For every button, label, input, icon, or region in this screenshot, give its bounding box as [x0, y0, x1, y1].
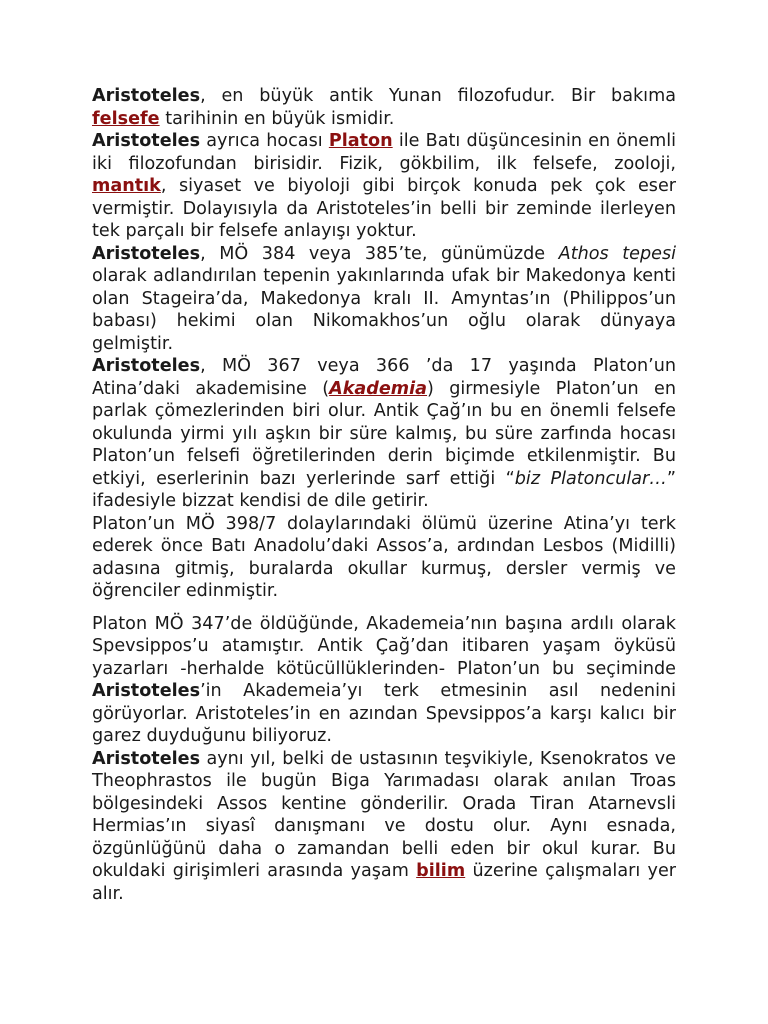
paragraph-2	[92, 130, 676, 243]
paragraph-6	[92, 613, 676, 748]
link-platon[interactable]: Platon	[328, 131, 393, 151]
term-athos-tepesi: Athos tepesi	[558, 243, 676, 264]
paragraph-5	[92, 513, 676, 603]
term-aristoteles: Aristoteles	[92, 243, 201, 264]
paragraph-1	[92, 85, 676, 130]
paragraph-text: ayrıca hocası	[200, 131, 329, 151]
paragraph-text: , MÖ 384 veya 385’te, günümüzde	[200, 243, 559, 264]
paragraph-text: ile Batı düşüncesinin en önemli iki filozofundan birisidir. Fizik, gökbilim, ilk felsefe, zooloji,	[92, 131, 676, 174]
paragraph-text: Platon MÖ 347’de öldüğünde, Akademeia’nın başına ardılı olarak Spevsippos’u atamıştır. Antik Çağ’dan itibaren yaşam öyküsü yazarları -herhalde kötücüllüklerinden- Platon’un bu seçiminde	[92, 613, 676, 679]
paragraph-3	[92, 243, 676, 356]
paragraph-text: ) girmesiyle Platon’un en parlak çömezlerinden biri olur. Antik Çağ’ın bu en önemli felsefe okulunda yirmi yılı aşkın bir süre kalmış, bu süre zarfında hocası Platon’un felsefi öğretilerinden derin biçimde etkilenmiştir. Bu etkiyi, eserlerinin bazı yerlerinde sarf ettiği “	[92, 378, 676, 489]
paragraph-4	[92, 355, 676, 513]
link-akademia[interactable]: Akademia	[329, 378, 428, 399]
paragraph-text: , siyaset ve biyoloji gibi birçok konuda pek çok eser vermiştir. Dolayısıyla da Aristoteles’in belli bir zeminde ilerleyen tek parçalı bir felsefe anlayışı yoktur.	[92, 176, 676, 241]
paragraph-text: , en büyük antik Yunan filozofudur. Bir bakıma	[200, 86, 676, 106]
link-felsefe[interactable]: felsefe	[92, 108, 160, 129]
term-aristoteles: Aristoteles	[92, 748, 201, 769]
paragraph-text: ” ifadesiyle bizzat kendisi de dile getirir.	[92, 468, 676, 511]
paragraph-text: tarihinin en büyük ismidir.	[159, 108, 395, 129]
paragraph-7	[92, 748, 676, 906]
quote-biz-platoncular: biz Platoncular…	[514, 468, 667, 489]
term-aristoteles: Aristoteles	[92, 131, 201, 151]
paragraph-text: Platon’un MÖ 398/7 dolaylarındaki ölümü üzerine Atina’yı terk ederek önce Batı Anadolu’daki Assos’a, ardından Lesbos (Midilli) adasına gitmiş, buralarda okullar kurmuş, dersler vermiş ve öğrenciler edinmiştir.	[92, 513, 676, 601]
term-aristoteles: Aristoteles	[92, 681, 201, 701]
paragraph-text: ’in Akademeia’yı terk etmesinin asıl nedenini görüyorlar. Aristoteles’in en azından Spevsippos’a karşı kalıcı bir garez duyduğunu biliyoruz.	[92, 681, 676, 746]
link-bilim[interactable]: bilim	[416, 861, 466, 881]
paragraph-text: , MÖ 367 veya 366 ’da 17 yaşında Platon’un Atina’daki akademisine (	[92, 356, 676, 399]
document-body	[92, 85, 676, 905]
paragraph-text: aynı yıl, belki de ustasının teşvikiyle, Ksenokratos ve Theophrastos ile bugün Biga Yarımadası olarak anılan Troas bölgesindeki Assos kentine gönderilir. Orada Tiran Atarnevsli Hermias’ın siyasî danışmanı ve dostu olur. Aynı esnada, özgünlüğünü daha o zamandan belli eden bir okul kurar. Bu okuldaki girişimleri arasında yaşam	[92, 748, 676, 881]
link-mantik[interactable]: mantık	[92, 176, 161, 196]
paragraph-text: olarak adlandırılan tepenin yakınlarında ufak bir Makedonya kenti olan Stageira’da, Makedonya kralı II. Amyntas’ın (Philippos’un babası) hekimi olan Nikomakhos’un oğlu olarak dünyaya gelmiştir.	[92, 266, 676, 354]
term-aristoteles: Aristoteles	[92, 356, 201, 376]
paragraph-text: üzerine çalışmaları yer alır.	[92, 861, 676, 904]
term-aristoteles: Aristoteles	[92, 86, 201, 106]
